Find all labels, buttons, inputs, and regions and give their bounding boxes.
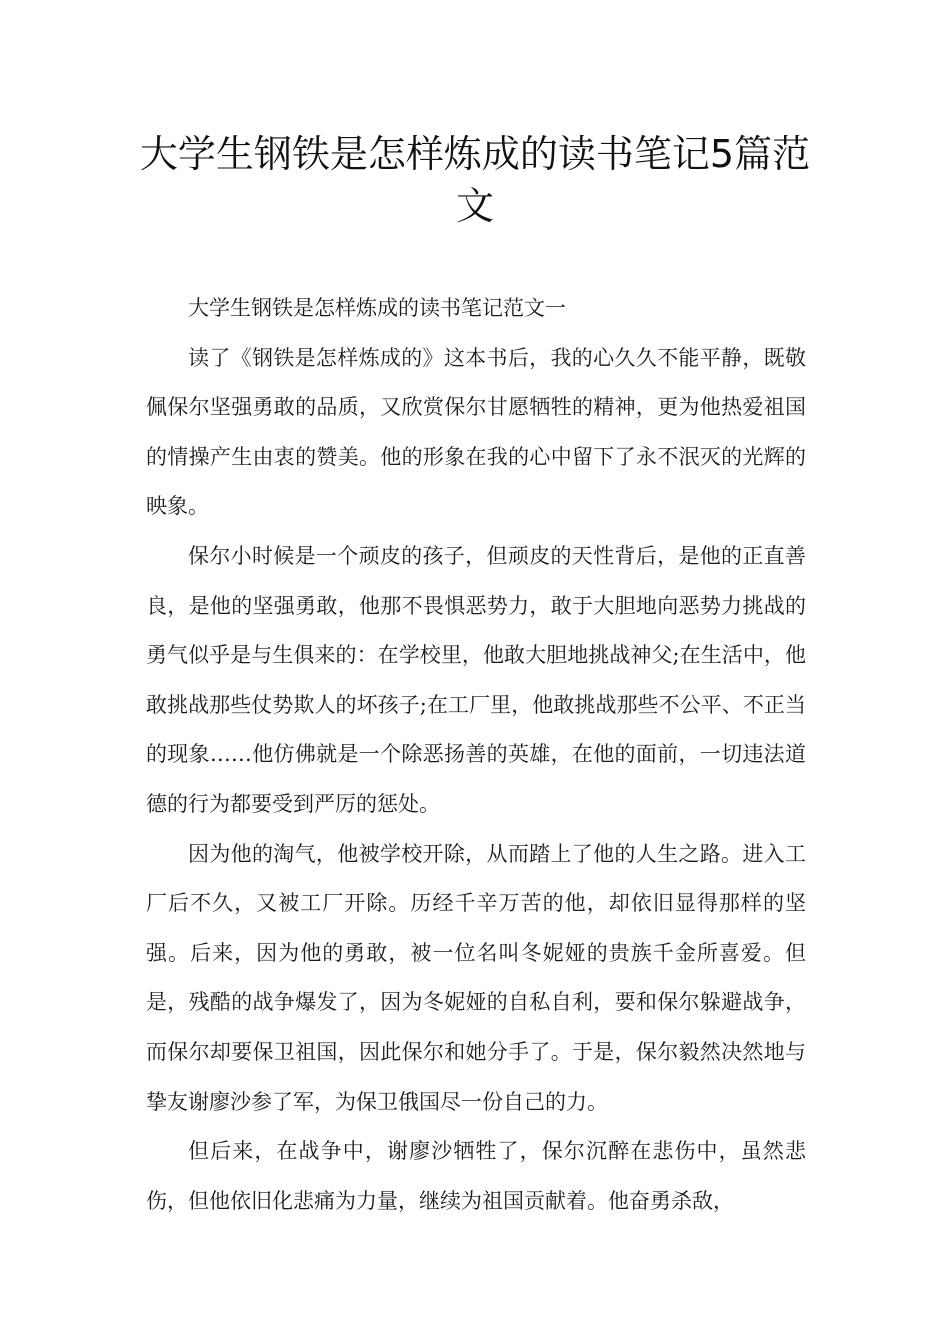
- document-body: [146, 284, 806, 1226]
- body-paragraph-4: 但后来，在战争中，谢廖沙牺牲了，保尔沉醉在悲伤中，虽然悲伤，但他依旧化悲痛为力量，继续为祖国贡献着。他奋勇杀敌，: [146, 1139, 806, 1213]
- section-subheading: 大学生钢铁是怎样炼成的读书笔记范文一: [188, 296, 566, 320]
- body-paragraph-2: 保尔小时候是一个顽皮的孩子，但顽皮的天性背后，是他的正直善良，是他的坚强勇敢，他那不畏惧恶势力，敢于大胆地向恶势力挑战的勇气似乎是与生俱来的：在学校里，他敢大胆地挑战神父;在生活中，他敢挑战那些仗势欺人的坏孩子;在工厂里，他敢挑战那些不公平、不正当的现象……他仿佛就是一个除恶扬善的英雄，在他的面前，一切违法道德的行为都要受到严厉的惩处。: [146, 543, 806, 816]
- body-paragraph-1: 读了《钢铁是怎样炼成的》这本书后，我的心久久不能平静，既敬佩保尔坚强勇敢的品质，又欣赏保尔甘愿牺牲的精神，更为他热爱祖国的情操产生由衷的赞美。他的形象在我的心中留下了永不泯灭的光辉的映象。: [146, 345, 806, 519]
- document-title: 大学生钢铁是怎样炼成的读书笔记5篇范文: [139, 132, 811, 228]
- body-paragraph-3: 因为他的淘气，他被学校开除，从而踏上了他的人生之路。进入工厂后不久，又被工厂开除。历经千辛万苦的他，却依旧显得那样的坚强。后来，因为他的勇敢，被一位名叫冬妮娅的贵族千金所喜爱。但是，残酷的战争爆发了，因为冬妮娅的自私自利，要和保尔躲避战争，而保尔却要保卫祖国，因此保尔和她分手了。于是，保尔毅然决然地与挚友谢廖沙参了军，为保卫俄国尽一份自己的力。: [146, 841, 806, 1114]
